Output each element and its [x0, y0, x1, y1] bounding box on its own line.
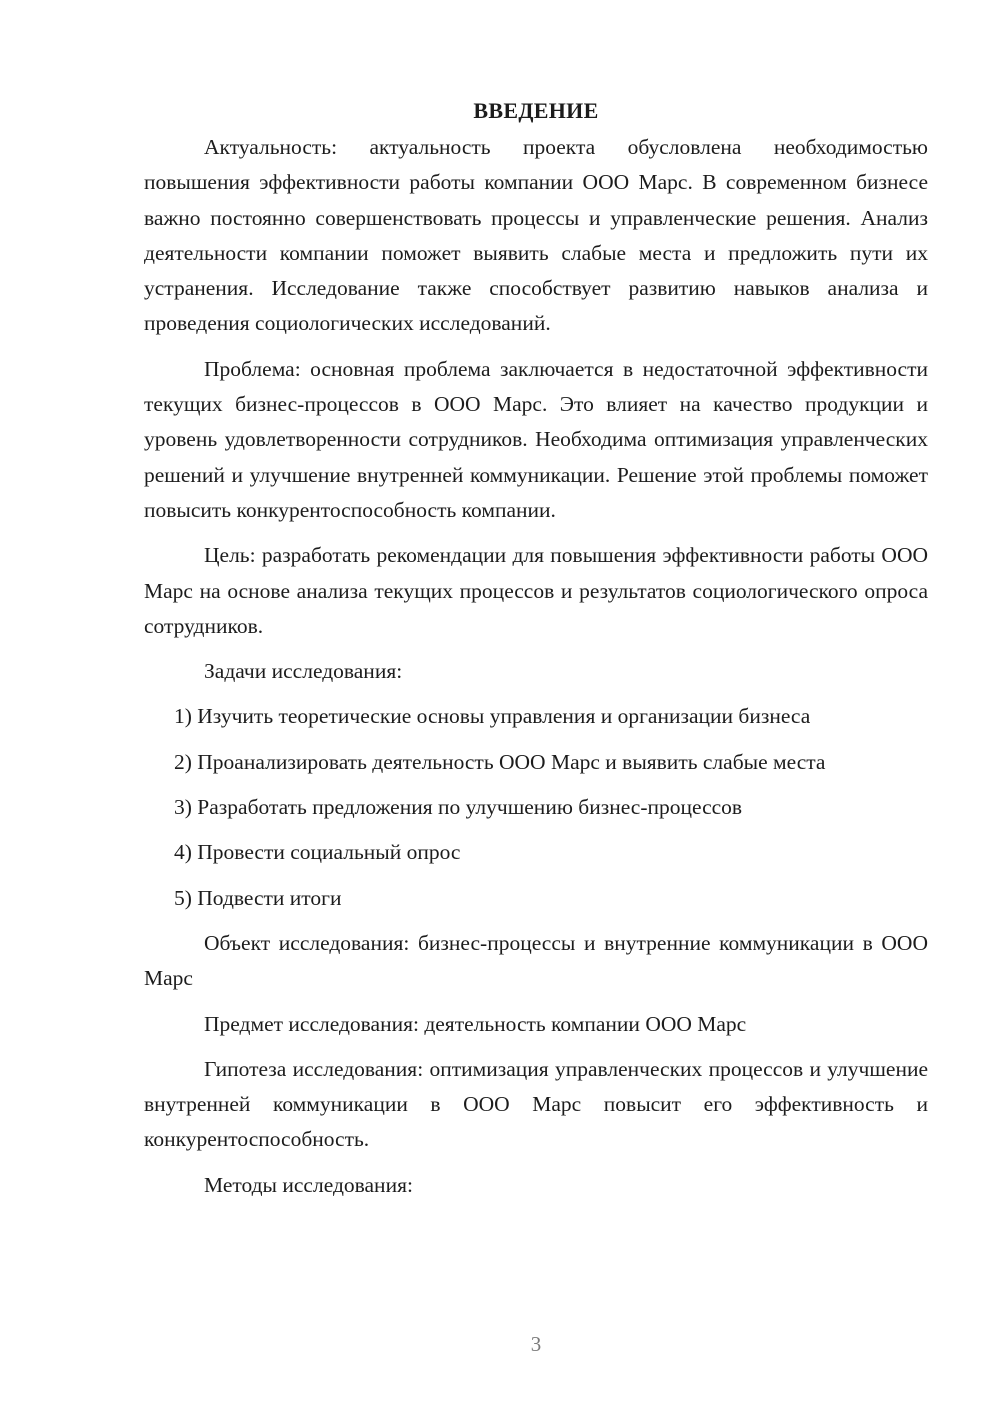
page-title: ВВЕДЕНИЕ — [473, 98, 599, 123]
paragraph-hypothesis: Гипотеза исследования: оптимизация управленческих процессов и улучшение внутренней коммуникации в ООО Марс повысит его эффективность и конкурентоспособность. — [144, 1056, 928, 1152]
paragraph-problem: Проблема: основная проблема заключается в недостаточной эффективности текущих бизнес-процессов в ООО Марс. Это влияет на качество продукции и уровень удовлетворенности сотрудников. Необходима оптимизация управленческих решений и улучшение внутренней коммуникации. Решение этой проблемы поможет повысить конкурентоспособность компании. — [144, 356, 928, 522]
paragraph-tasks-heading: Задачи исследования: — [204, 659, 403, 684]
paragraph-relevance: Актуальность: актуальность проекта обусловлена необходимостью повышения эффективности работы компании ООО Марс. В современном бизнесе важно постоянно совершенствовать процессы и управленческие решения. Анализ деятельности компании поможет выявить слабые места и предложить пути их устранения. Исследование также способствует развитию навыков анализа и проведения социологических исследований. — [144, 135, 928, 336]
paragraph-object: Объект исследования: бизнес-процессы и внутренние коммуникации в ООО Марс — [144, 930, 928, 991]
list-item: 1) Изучить теоретические основы управления и организации бизнеса — [174, 704, 811, 729]
document-page — [144, 96, 928, 1213]
list-item: 2) Проанализировать деятельность ООО Марс и выявить слабые места — [174, 749, 826, 774]
paragraph-subject: Предмет исследования: деятельность компании ООО Марс — [204, 1011, 747, 1036]
list-item: 4) Провести социальный опрос — [174, 840, 461, 865]
tasks-list — [144, 699, 928, 915]
page-number: 3 — [530, 1332, 542, 1356]
paragraph-methods-heading: Методы исследования: — [204, 1172, 413, 1197]
list-item: 5) Подвести итоги — [174, 885, 342, 910]
paragraph-goal: Цель: разработать рекомендации для повышения эффективности работы ООО Марс на основе анализа текущих процессов и результатов социологического опроса сотрудников. — [144, 543, 928, 638]
list-item: 3) Разработать предложения по улучшению бизнес-процессов — [174, 795, 743, 820]
